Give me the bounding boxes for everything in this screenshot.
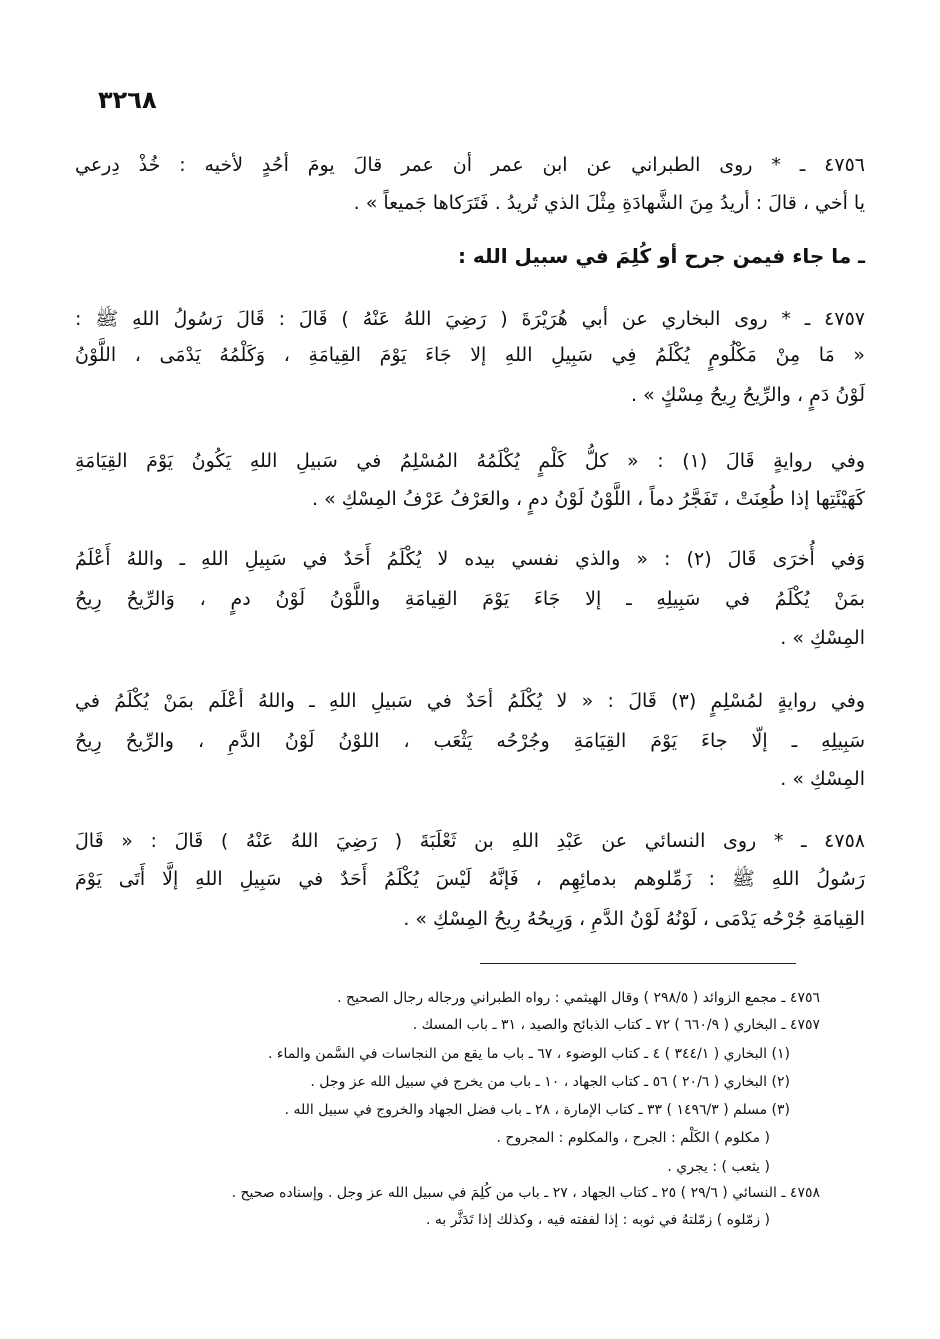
footnote-separator (480, 963, 796, 964)
text-line: رَسُولُ اللهِ ﷺ : زَمِّلوهم بدمائِهِم ، فَإنَّهُ لَيْسَ يُكْلَمُ أَحَدٌ في سَبِيلِ اللهِ إلَّا أَتَى يَوْمَ (75, 868, 865, 890)
text-line: ٤٧٥٦ ـ * روى الطبراني عن ابن عمر أن عمر قالَ يومَ أحُدٍ لأخيه : خُذْ دِرعي (75, 154, 865, 176)
footnote: (٢) البخاري ( ٢٠/٦ ) ٥٦ ـ كتاب الجهاد ، ١٠ ـ باب من يخرج في سبيل الله عز وجل . (310, 1074, 790, 1090)
text-line: ٤٧٥٧ ـ * روى البخاري عن أبي هُرَيْرَةَ ( رَضِيَ اللهُ عَنْهُ ) قَالَ : قَالَ رَسُولُ اللهِ ﷺ : (75, 308, 865, 330)
footnote: ( يثعب ) : يجري . (667, 1159, 770, 1175)
footnote: ٤٧٥٦ ـ مجمع الزوائد ( ٢٩٨/٥ ) وقال الهيثمي : رواه الطبراني ورجاله رجال الصحيح . (337, 990, 820, 1006)
footnote: ٤٧٥٨ ـ النسائي ( ٢٩/٦ ) ٢٥ ـ كتاب الجهاد ، ٢٧ ـ باب من كُلِمَ في سبيل الله عز وجل . وإسناده صحيح . (231, 1185, 820, 1201)
text-line: المِسْكِ » . (780, 768, 865, 790)
text-line: وفي روايةٍ لمُسْلِمٍ (٣) قَالَ : « لا يُكْلَمُ أحَدٌ في سَبيلِ اللهِ ـ واللهُ أعْلَم بمَنْ يُكْلَمُ في (75, 690, 865, 712)
section-heading: ـ ما جاء فيمن جرح أو كُلِمَ في سبيل الله : (457, 244, 865, 268)
footnote: ( مكلوم ) الكَلْم : الجرح ، والمكلوم : المجروح . (496, 1130, 770, 1146)
text-line: سَبِيلِهِ ـ إلّا جاءَ يَوْمَ القِيَامَةِ وجُرْحُه يَثْعَب ، اللوْنُ لَوْنُ الدَّمِ ، والرِّيحُ رِيحُ (75, 730, 865, 752)
text-line: بمَنْ يُكْلَمُ في سَبِيلِهِ ـ إلا جَاءَ يَوْمَ القِيامَةِ واللَّوْنُ لَوْنُ دمٍ ، وَالرِّيحُ رِيحُ (75, 588, 865, 610)
text-line: لَوْنُ دَمٍ ، والرِّيحُ رِيحُ مِسْكٍ » . (630, 384, 865, 406)
text-line: « مَا مِنْ مَكْلُومٍ يُكْلَمُ فِي سَبِيلِ اللهِ إلا جَاءَ يَوْمَ القِيامَةِ ، وَكَلْمُهُ يَدْمَى ، اللَّوْنُ (75, 344, 865, 366)
text-line: ٤٧٥٨ ـ * روى النسائي عن عَبْدِ اللهِ بن ثَعْلَبَةَ ( رَضِيَ اللهُ عَنْهُ ) قَالَ : « قَالَ (75, 830, 865, 852)
text-line: كَهَيْئَتِها إذا طُعِنَتْ ، تَفَجَّرُ دماً ، اللَّوْنُ لَوْنُ دمٍ ، والعَرْفُ عَرْفُ المِسْكِ » . (311, 488, 865, 510)
text-line: القِيامَةِ جُرْحُه يَدْمَى ، لَوْنُهُ لَوْنُ الدَّمِ ، وَرِيحُهُ رِيحُ المِسْكِ » . (403, 908, 865, 930)
text-line: يا أخي ، قالَ : أريدُ مِنَ الشَّهادَةِ مِثْلَ الذي تُريدُ . فَتَرَكاها جَميعاً » . (353, 192, 865, 214)
footnote: ( زمّلوه ) زمّلتهُ في ثوبه : إذا لففته فيه ، وكذلك إذا تَدَثَّر به . (425, 1212, 770, 1228)
text-line: المِسْكِ » . (780, 627, 865, 649)
text-line: وفي روايةٍ قَالَ (١) : « كلُّ كَلْمٍ يُكْلَمُهُ المُسْلِمُ في سَبيلِ اللهِ يَكُونُ يَوْمَ القِيَامَةِ (75, 450, 865, 472)
footnote: ٤٧٥٧ ـ البخاري ( ٦٦٠/٩ ) ٧٢ ـ كتاب الذبائح والصيد ، ٣١ ـ باب المسك . (412, 1017, 820, 1033)
footnote: (٣) مسلم ( ١٤٩٦/٣ ) ٣٣ ـ كتاب الإمارة ، ٢٨ ـ باب فضل الجهاد والخروج في سبيل الله . (284, 1102, 790, 1118)
footnote: (١) البخاري ( ٣٤٤/١ ) ٤ ـ كتاب الوضوء ، ٦٧ ـ باب ما يقع من النجاسات في السَّمن والماء . (268, 1046, 790, 1062)
page-number: ٣٢٦٨ (98, 86, 157, 114)
text-line: وَفي أُخرَى قَالَ (٢) : « والذي نفسي بيده لا يُكْلَمُ أَحَدٌ في سَبِيلِ اللهِ ـ واللهُ أَعْلَمُ (75, 548, 866, 570)
